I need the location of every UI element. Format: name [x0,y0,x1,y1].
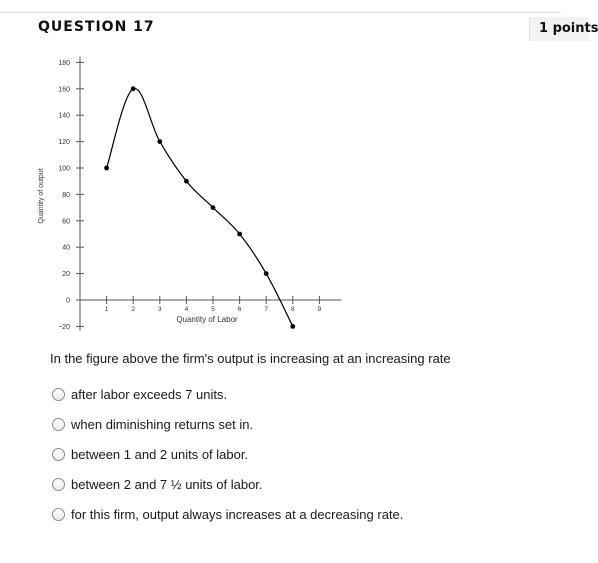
radio-button[interactable] [52,448,65,461]
y-tick-label: 40 [62,244,70,252]
answer-label: between 1 and 2 units of labor. [71,446,249,462]
chart-ticks [58,60,321,331]
x-tick-label: 1 [104,306,109,313]
data-point [104,166,109,171]
answer-options [52,379,403,529]
data-point [211,205,216,210]
data-point [131,86,136,91]
y-tick-label: 180 [58,59,70,67]
question-title: QUESTION 17 [38,19,155,35]
x-tick-label: 9 [317,306,322,313]
answer-option-1[interactable] [52,379,403,409]
y-tick-label: 100 [58,165,70,173]
output-curve [104,88,293,326]
x-tick-label: 7 [264,306,269,313]
answer-option-5[interactable] [52,499,403,529]
x-tick-label: 3 [157,306,162,313]
y-tick-label: 80 [62,191,70,199]
radio-button[interactable] [52,388,65,401]
data-point [184,179,189,184]
x-tick-label: 8 [290,306,295,313]
x-tick-label: 6 [237,306,242,313]
data-points [104,86,295,328]
data-point [157,139,162,144]
answer-label: for this firm, output always increases at a decreasing rate. [71,506,404,522]
x-tick-label: 2 [131,306,136,313]
y-tick-label: 140 [58,112,70,120]
answer-label: after labor exceeds 7 units. [71,386,228,402]
y-tick-label: 120 [58,139,70,147]
data-point [264,271,269,276]
y-tick-label: 60 [62,218,70,226]
y-tick-label: 160 [58,86,70,94]
data-point [290,324,295,329]
y-tick-label: 0 [66,297,70,305]
answer-option-3[interactable] [52,439,403,469]
radio-button[interactable] [52,418,65,431]
x-tick-label: 5 [211,306,215,313]
data-point [237,232,242,237]
chart-axes [76,56,341,330]
answer-label: when diminishing returns set in. [71,416,254,432]
question-stem: In the figure above the firm's output is increasing at an increasing rate [50,351,451,366]
radio-button[interactable] [52,508,65,521]
x-tick-label: 4 [184,306,189,313]
answer-label: between 2 and 7 ½ units of labor. [71,476,263,492]
x-axis-label: Quantity of Labor [176,315,238,324]
answer-option-4[interactable] [52,469,403,499]
answer-option-2[interactable] [52,409,403,439]
y-tick-label: −20 [58,323,70,331]
y-tick-label: 20 [62,271,70,279]
points-badge: 1 points [529,17,589,41]
radio-button[interactable] [52,478,65,491]
y-axis-label: Quantity of output [38,168,45,224]
